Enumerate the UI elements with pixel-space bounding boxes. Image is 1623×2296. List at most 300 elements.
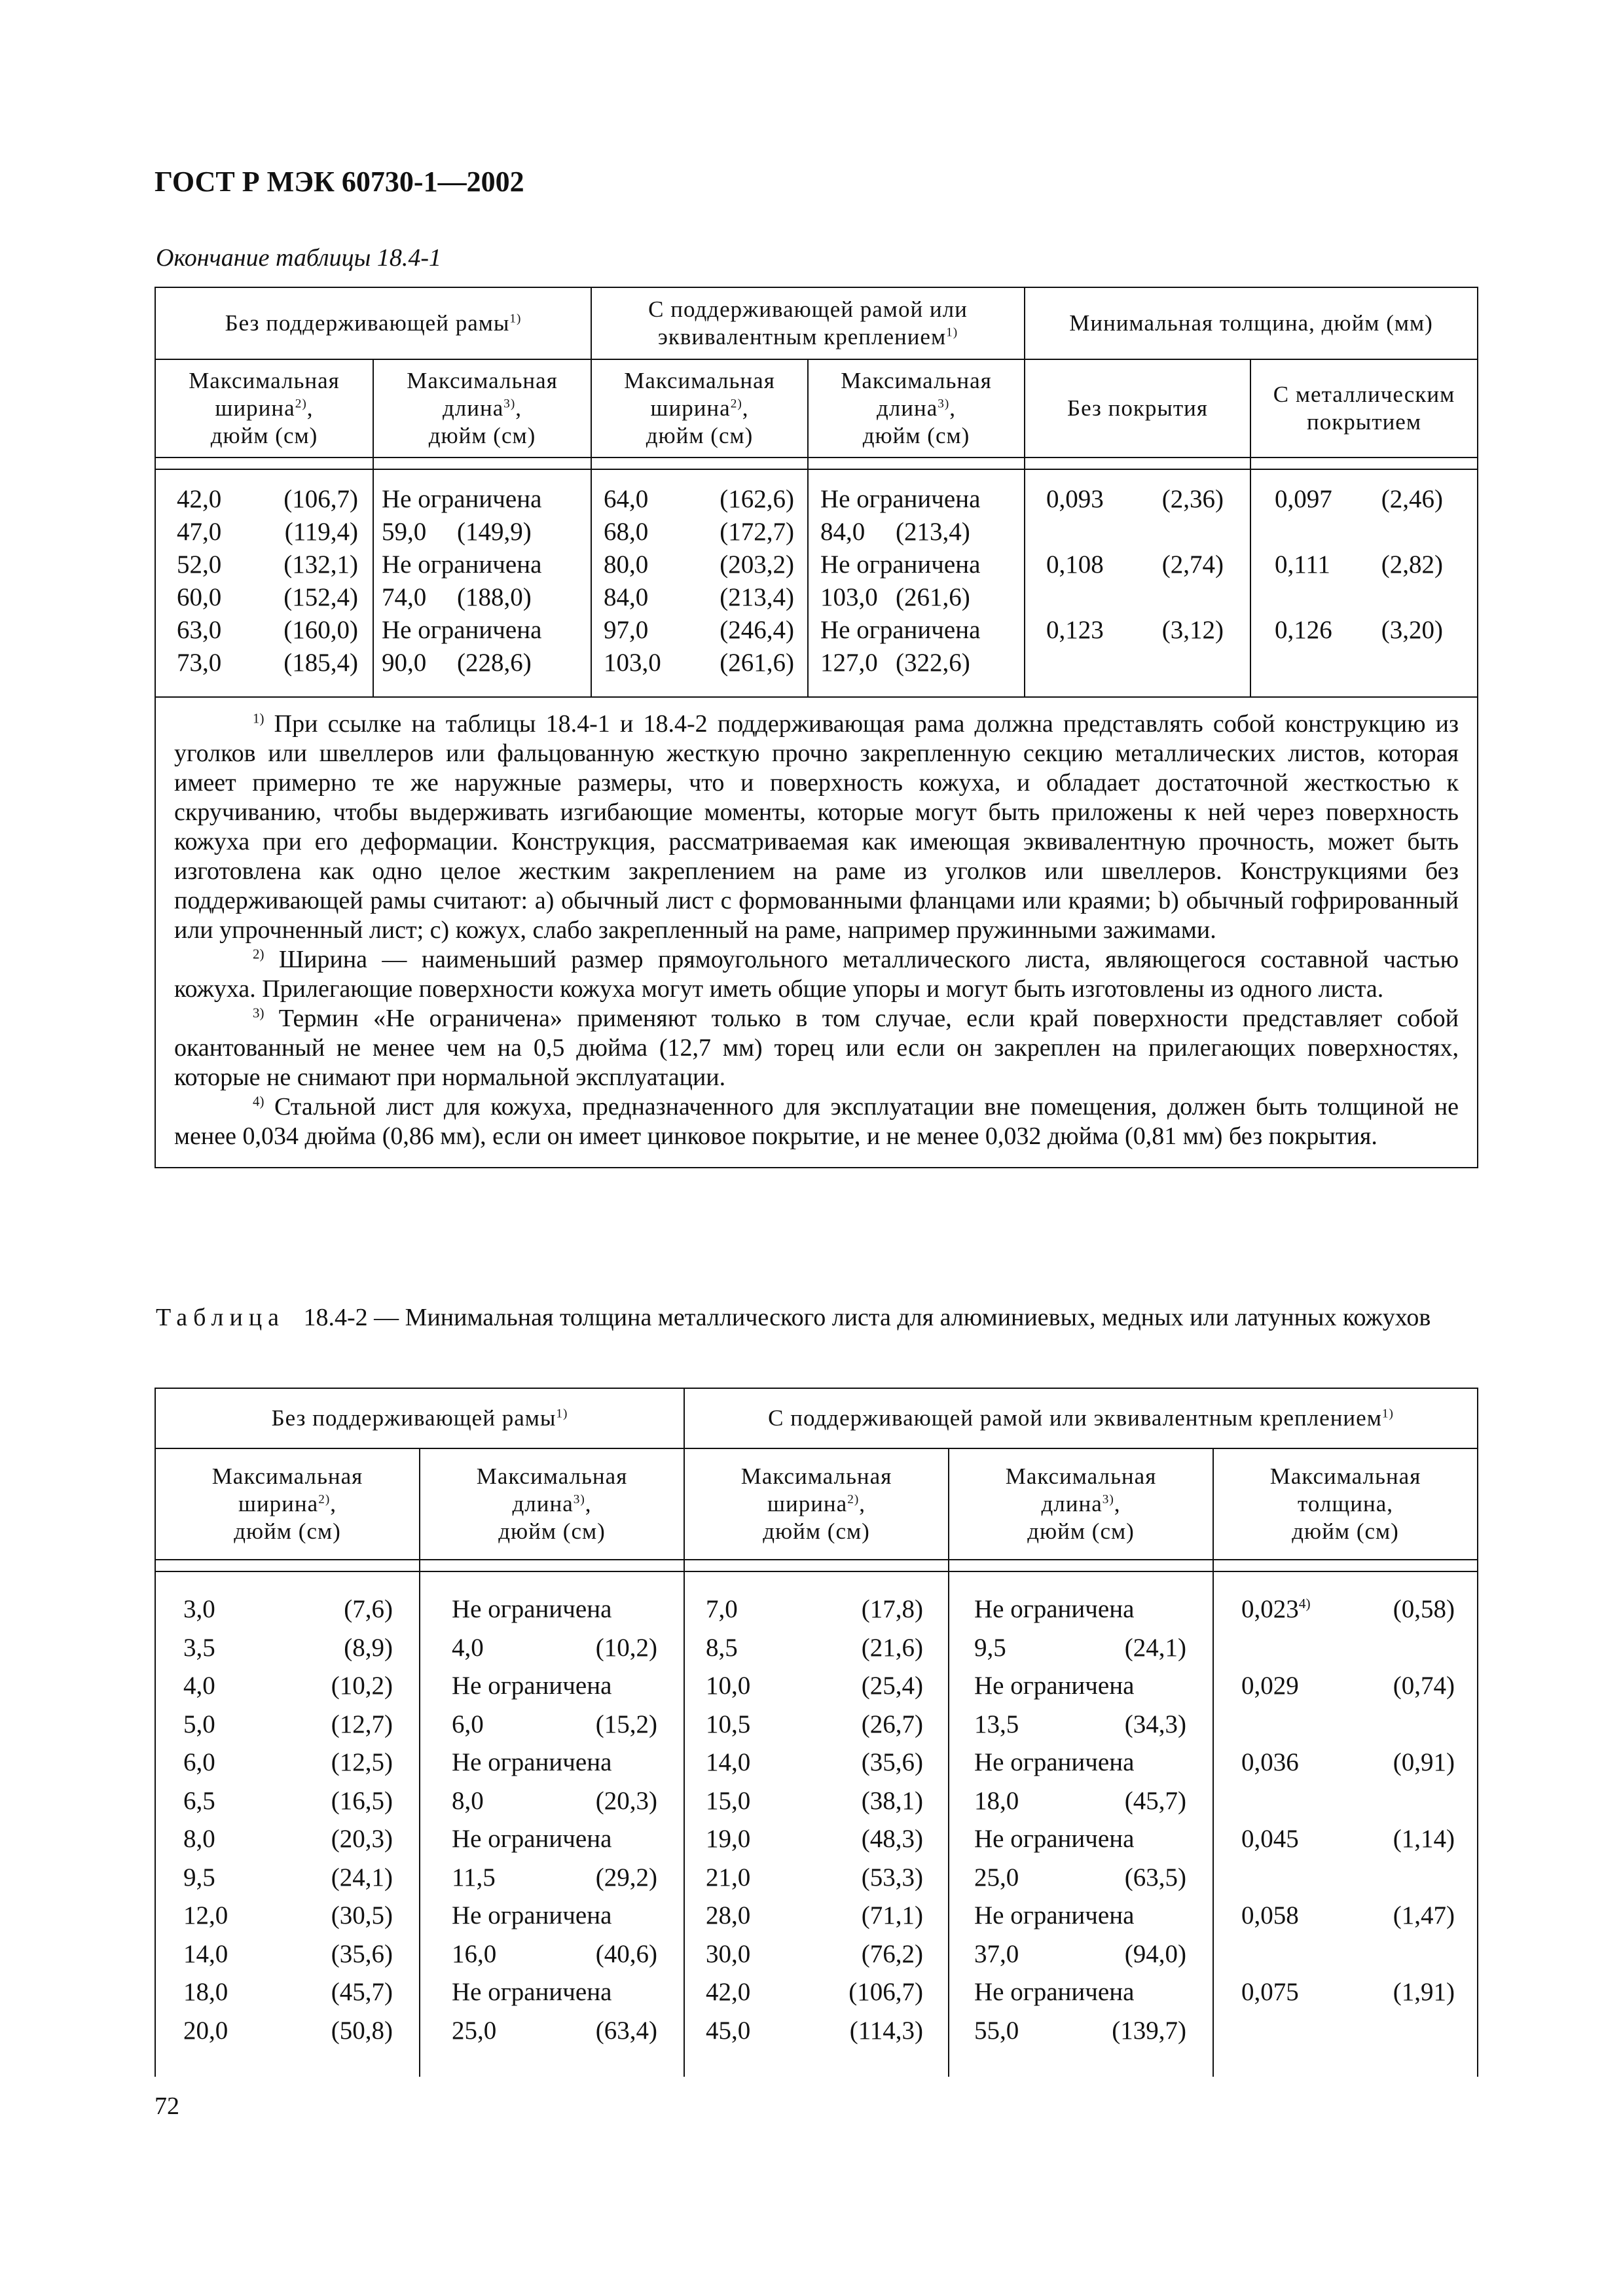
table2-caption-label: Таблица [156, 1304, 285, 1331]
t1-sub-header-uncoated: Без покрытия [1025, 359, 1250, 457]
table-cell-row [1241, 1590, 1455, 1629]
table-cell-row [604, 614, 794, 647]
table-cell-row [604, 516, 794, 548]
t2-sh5-l1: Максимальная [1269, 1463, 1421, 1489]
table-cell-row [183, 1973, 393, 2012]
t1-sh3-sup: 2) [730, 397, 742, 411]
t2-sub-header-max-thickness [1213, 1448, 1478, 1560]
table-cell-row [382, 483, 579, 516]
cell-value-metric: (106,7) [283, 485, 358, 513]
cell-value: 127,0 [820, 649, 878, 677]
cell-value-metric: (63,5) [1124, 1863, 1187, 1892]
cell-value: 11,5 [452, 1863, 496, 1892]
cell-value-metric: (34,3) [1124, 1710, 1187, 1738]
cell-value-metric: (7,6) [344, 1595, 393, 1623]
cell-value: 97,0 [604, 616, 649, 644]
t2-sh4-comma: , [1114, 1491, 1121, 1516]
cell-value: 7,0 [706, 1595, 738, 1623]
table-cell-row [604, 647, 794, 679]
cell-value-metric: (3,12) [1161, 616, 1224, 644]
t2-col-max-width-2 [684, 1571, 949, 2077]
cell-value: 16,0 [452, 1939, 497, 1968]
t2-sh1-l2: ширина [238, 1491, 319, 1516]
table1-notes-row [155, 697, 1478, 1168]
cell-value-metric: (45,7) [1124, 1786, 1187, 1815]
table-cell-row [183, 1744, 393, 1782]
t1-sh4-l2: длина [876, 395, 938, 421]
table-cell-row [452, 1973, 657, 2012]
table-cell-row [452, 1706, 657, 1744]
cell-value: 0,023 [1241, 1595, 1299, 1623]
cell-value: Не ограничена [820, 616, 981, 644]
cell-value: Не ограничена [452, 1672, 612, 1700]
table-cell-row [1275, 647, 1443, 679]
table-cell-row [183, 1782, 393, 1821]
cell-value: 74,0 [382, 583, 427, 611]
cell-value: 55,0 [974, 2016, 1019, 2045]
t1-double-rule [373, 457, 591, 469]
cell-value: 0,075 [1241, 1978, 1299, 2006]
table-cell-row [1241, 1667, 1455, 1706]
cell-value: 0,123 [1046, 616, 1104, 644]
cell-value-metric: (0,58) [1393, 1595, 1455, 1623]
cell-value: 103,0 [820, 583, 878, 611]
cell-value: Не ограничена [974, 1672, 1135, 1700]
cell-value-metric: (114,3) [849, 2016, 924, 2045]
table-cell-row [706, 1973, 923, 2012]
table-cell-row [974, 1629, 1186, 1668]
cell-value-metric: (0,74) [1393, 1672, 1455, 1700]
table-cell-row [706, 1744, 923, 1782]
cell-value: 0,108 [1046, 550, 1104, 579]
cell-value: 12,0 [183, 1901, 228, 1929]
cell-value-metric: (2,82) [1381, 550, 1444, 579]
cell-value-metric: (1,91) [1393, 1978, 1455, 2006]
table-cell-row [183, 1629, 393, 1668]
table-cell-row [452, 1590, 657, 1629]
t2-sub-header-max-width-1 [155, 1448, 420, 1560]
t1-note-3-text: Термин «Не ограничена» применяют только в том случае, если край поверхности представляет собой окантованный не менее чем на 0,5 дюйма (12,7 мм) торец или если он закреплен на прилегающих поверхностях, которые не снимают при нормальной эксплуатации. [174, 1005, 1459, 1091]
table-cell-row [974, 1744, 1186, 1782]
cell-value: 42,0 [706, 1978, 751, 2006]
cell-value: 0,097 [1275, 485, 1332, 513]
table1 [155, 287, 1478, 1168]
table-cell-row [1241, 1782, 1455, 1821]
t1-sub-header-max-width-1 [155, 359, 373, 457]
table-cell-row [183, 1590, 393, 1629]
t1-sh1-sup: 2) [295, 397, 307, 411]
t2-double-rule [949, 1560, 1213, 1571]
cell-value: 37,0 [974, 1939, 1019, 1968]
cell-value: 8,0 [183, 1825, 215, 1853]
table-cell-row [1275, 548, 1443, 581]
table1-caption: Окончание таблицы 18.4-1 [156, 244, 441, 272]
table-cell-row [820, 581, 1012, 614]
table1-sub-header-row [155, 359, 1478, 457]
cell-value: 90,0 [382, 649, 427, 677]
t1-sh2-l3: дюйм (см) [428, 423, 536, 448]
table2-sub-header-row [155, 1448, 1478, 1560]
table-cell-row [1241, 1820, 1455, 1859]
cell-value-metric: (246,4) [720, 616, 795, 644]
t1-sh2-comma: , [515, 395, 522, 421]
table1-body-row [155, 469, 1478, 697]
table2 [155, 1388, 1478, 2077]
t2-sub-header-max-length-1 [420, 1448, 684, 1560]
table-cell-row [820, 647, 1012, 679]
cell-value-metric: (106,7) [848, 1978, 924, 2006]
t2-col-max-length-1 [420, 1571, 684, 2077]
t2-double-rule [155, 1560, 420, 1571]
table-cell-row [1046, 483, 1224, 516]
table-cell-row [1046, 614, 1224, 647]
t1-sub-header-max-length-2 [808, 359, 1025, 457]
cell-value: 0,045 [1241, 1825, 1299, 1853]
cell-value: 42,0 [177, 485, 222, 513]
cell-value-metric: (228,6) [457, 649, 532, 677]
cell-value: 19,0 [706, 1825, 751, 1853]
cell-value: 0,036 [1241, 1748, 1299, 1776]
cell-value-metric: (132,1) [283, 550, 358, 579]
t1-sub-header-max-length-1 [373, 359, 591, 457]
t1-header-with-frame [591, 287, 1025, 359]
table-cell-row [974, 1590, 1186, 1629]
t1-sh4-l1: Максимальная [841, 368, 992, 393]
t1-sh4-sup: 3) [938, 397, 950, 411]
t1-notes [155, 697, 1478, 1168]
t2-sh3-l1: Максимальная [740, 1463, 892, 1489]
cell-value: 13,5 [974, 1710, 1019, 1738]
t2-header-with-frame [684, 1388, 1478, 1448]
cell-value: 18,0 [183, 1978, 228, 2006]
table2-caption [156, 1302, 1491, 1333]
table-cell-row [820, 548, 1012, 581]
cell-value: 9,5 [974, 1633, 1006, 1662]
t2-sh3-l3: дюйм (см) [763, 1518, 870, 1544]
t2-sh2-l3: дюйм (см) [498, 1518, 606, 1544]
cell-value: 5,0 [183, 1710, 215, 1738]
t2-header-no-frame-sup: 1) [556, 1407, 568, 1421]
cell-value: 47,0 [177, 518, 222, 546]
t1-sub-header-metal-coated [1250, 359, 1478, 457]
cell-value: 3,0 [183, 1595, 215, 1623]
page-number: 72 [155, 2092, 179, 2120]
t1-note-4-text: Стальной лист для кожуха, предназначенного для эксплуатации вне помещения, должен быть толщиной не менее 0,034 дюйма (0,86 мм), если он имеет цинковое покрытие, и не менее 0,032 дюйма (0,81 мм) без покрытия. [174, 1093, 1459, 1150]
cell-value: 0,058 [1241, 1901, 1299, 1929]
table-cell-row [452, 1629, 657, 1668]
table-cell-row [1241, 1706, 1455, 1744]
cell-value: Не ограничена [382, 616, 542, 644]
cell-value-metric: (45,7) [331, 1978, 393, 2006]
cell-footnote-sup: 4) [1298, 1596, 1311, 1611]
table-cell-row [1046, 647, 1224, 679]
cell-value: Не ограничена [974, 1901, 1135, 1929]
cell-value: 14,0 [706, 1748, 751, 1776]
table-cell-row [452, 1782, 657, 1821]
table-cell-row [974, 1706, 1186, 1744]
cell-value: 0,029 [1241, 1672, 1299, 1700]
t1-sh4-comma: , [949, 395, 957, 421]
t2-sh3-l2: ширина [767, 1491, 848, 1516]
cell-value: Не ограничена [820, 485, 981, 513]
table-cell-row [1241, 1973, 1455, 2012]
table-cell-row [177, 581, 358, 614]
cell-value-metric: (48,3) [861, 1825, 924, 1853]
cell-value-metric: (203,2) [720, 550, 795, 579]
table1-double-rule-row [155, 457, 1478, 469]
table-cell-row [974, 1897, 1186, 1935]
cell-value: 18,0 [974, 1786, 1019, 1815]
t1-header-min-thickness: Минимальная толщина, дюйм (мм) [1025, 287, 1478, 359]
t1-sh1-l1: Максимальная [189, 368, 340, 393]
cell-value-metric: (261,6) [720, 649, 795, 677]
cell-value: 0,126 [1275, 616, 1332, 644]
cell-value: 84,0 [604, 583, 649, 611]
table-cell-row [974, 1935, 1186, 1974]
t1-note-3-mark: 3) [253, 1005, 264, 1021]
t2-sh1-comma: , [330, 1491, 337, 1516]
table-cell-row [820, 614, 1012, 647]
table-cell-row [452, 1820, 657, 1859]
table-cell-row [1275, 483, 1443, 516]
cell-value: Не ограничена [382, 550, 542, 579]
table-cell-row [382, 581, 579, 614]
cell-value-metric: (12,7) [331, 1710, 393, 1738]
t1-header-no-frame-sup: 1) [509, 312, 522, 326]
table-cell-row [183, 1820, 393, 1859]
cell-value-metric: (29,2) [595, 1863, 658, 1892]
t2-sh5-l2: толщина, [1298, 1491, 1394, 1516]
cell-value-metric: (322,6) [896, 649, 970, 677]
table-cell-row [1241, 1629, 1455, 1668]
t1-sh2-l2: длина [442, 395, 504, 421]
t2-sub-header-max-length-2 [949, 1448, 1213, 1560]
cell-value-metric: (53,3) [861, 1863, 924, 1892]
table2-caption-text: 18.4-2 — Минимальная толщина металлического листа для алюминиевых, медных или латунных кожухов [303, 1304, 1431, 1331]
cell-value-metric: (8,9) [344, 1633, 393, 1662]
table-cell-row [183, 1706, 393, 1744]
cell-value-metric: (20,3) [331, 1825, 393, 1853]
table-cell-row [706, 1590, 923, 1629]
t1-header-no-frame-text: Без поддерживающей рамы [225, 310, 510, 336]
cell-value: Не ограничена [452, 1825, 612, 1853]
cell-value-metric: (213,4) [720, 583, 795, 611]
t1-note-2-text: Ширина — наименьший размер прямоугольного металлического листа, являющегося составной частью кожуха. Прилегающие поверхности кожуха могут иметь общие упоры и могут быть изготовлены из одного листа. [174, 946, 1459, 1003]
cell-value-metric: (71,1) [861, 1901, 924, 1929]
table2-double-rule-row [155, 1560, 1478, 1571]
document-header: ГОСТ Р МЭК 60730-1—2002 [155, 166, 524, 198]
t2-header-with-frame-sup: 1) [1381, 1407, 1394, 1421]
table-cell-row [974, 1782, 1186, 1821]
cell-value-metric: (17,8) [861, 1595, 924, 1623]
t2-sh4-l3: дюйм (см) [1027, 1518, 1135, 1544]
t1-sh3-l2: ширина [650, 395, 731, 421]
table-cell-row [604, 483, 794, 516]
cell-value: 84,0 [820, 518, 866, 546]
cell-value-metric: (162,6) [720, 485, 795, 513]
table-cell-row [1046, 548, 1224, 581]
cell-value-metric: (152,4) [283, 583, 358, 611]
cell-value: Не ограничена [974, 1825, 1135, 1853]
cell-value: 63,0 [177, 616, 222, 644]
t2-header-with-frame-text: С поддерживающей рамой или эквивалентным креплением [768, 1405, 1382, 1431]
table-cell-row [177, 548, 358, 581]
t2-sh1-sup: 2) [318, 1492, 331, 1507]
table-cell-row [452, 2012, 657, 2051]
cell-value-metric: (149,9) [457, 518, 532, 546]
table-cell-row [452, 1859, 657, 1897]
cell-value-metric: (94,0) [1124, 1939, 1187, 1968]
table-cell-row [706, 1706, 923, 1744]
table-cell-row [183, 1935, 393, 1974]
cell-value-metric: (185,4) [283, 649, 358, 677]
cell-value: 8,0 [452, 1786, 484, 1815]
table-cell-row [706, 1897, 923, 1935]
table-cell-row [706, 1629, 923, 1668]
t1-note-1-text: При ссылке на таблицы 18.4-1 и 18.4-2 поддерживающая рама должна представлять собой конструкцию из уголков или швеллеров или фальцованную жесткую прочно закрепленную секцию металлических листов, которая имеет примерно те же наружные размеры, что и поверхность кожуха, и обладает достаточной жесткостью к скручиванию, чтобы выдерживать изгибающие моменты, которые могут быть приложены к ней через поверхность кожуха при его деформации. Конструкция, рассматриваемая как имеющая эквивалентную прочность, может быть изготовлена как одно целое жестким закреплением на раме из уголков или швеллеров. Конструкциями без поддерживающей рамы считают: a) обычный лист с формованными фланцами или краями; b) обычный гофрированный или упрочненный лист; c) кожух, слабо закрепленный на раме, например пружинными зажимами. [174, 710, 1459, 944]
t1-note-1 [174, 709, 1459, 945]
t2-sh5-l3: дюйм (см) [1292, 1518, 1399, 1544]
cell-value-metric: (24,1) [1124, 1633, 1187, 1662]
cell-value-metric: (1,14) [1393, 1825, 1455, 1853]
t1-note-4 [174, 1092, 1459, 1151]
cell-value-metric: (16,5) [331, 1786, 393, 1815]
t2-sh4-l2: длина [1041, 1491, 1103, 1516]
t1-header-with-frame-sup: 1) [946, 325, 958, 340]
table-cell-row [382, 516, 579, 548]
t1-sh2-sup: 3) [503, 397, 516, 411]
cell-value: 14,0 [183, 1939, 228, 1968]
t1-note-3 [174, 1004, 1459, 1092]
t2-sh4-l1: Максимальная [1005, 1463, 1157, 1489]
table-cell-row [1275, 581, 1443, 614]
t1-header-no-frame [155, 287, 591, 359]
table-cell-row [1275, 614, 1443, 647]
t1-col-metal-coated [1250, 469, 1478, 697]
t2-double-rule [1213, 1560, 1478, 1571]
table-cell-row [183, 1667, 393, 1706]
cell-value-metric: (2,36) [1161, 485, 1224, 513]
cell-value-metric: (30,5) [331, 1901, 393, 1929]
table-cell-row [1046, 581, 1224, 614]
t2-double-rule [684, 1560, 949, 1571]
cell-value: 73,0 [177, 649, 222, 677]
t1-col-max-width-2 [591, 469, 808, 697]
t1-sh4-l3: дюйм (см) [862, 423, 970, 448]
table-cell-row [452, 1667, 657, 1706]
t2-sh2-sup: 3) [573, 1492, 585, 1507]
cell-value: 0,111 [1275, 550, 1330, 579]
t2-sh4-sup: 3) [1102, 1492, 1114, 1507]
cell-value: Не ограничена [974, 1748, 1135, 1776]
cell-value: 20,0 [183, 2016, 228, 2045]
t1-header-with-frame-line2: эквивалентным креплением [657, 324, 947, 350]
cell-value: 21,0 [706, 1863, 751, 1892]
cell-value: 9,5 [183, 1863, 215, 1892]
cell-value: 10,0 [706, 1672, 751, 1700]
t1-sh3-l3: дюйм (см) [646, 423, 754, 448]
cell-value-metric: (38,1) [861, 1786, 924, 1815]
cell-value: 25,0 [974, 1863, 1019, 1892]
t2-col-max-length-2 [949, 1571, 1213, 2077]
table-cell-row [452, 1897, 657, 1935]
t2-sh1-l1: Максимальная [211, 1463, 363, 1489]
cell-value: 80,0 [604, 550, 649, 579]
cell-value-metric: (26,7) [861, 1710, 924, 1738]
cell-value-metric: (20,3) [595, 1786, 658, 1815]
table-cell-row [1046, 516, 1224, 548]
cell-value: 8,5 [706, 1633, 738, 1662]
cell-value-metric: (0,91) [1393, 1748, 1455, 1776]
t2-col-max-thickness [1213, 1571, 1478, 2077]
t2-double-rule [420, 1560, 684, 1571]
cell-value: 10,5 [706, 1710, 751, 1738]
cell-value: 52,0 [177, 550, 222, 579]
table1-group-header-row [155, 287, 1478, 359]
cell-value: 28,0 [706, 1901, 751, 1929]
table-cell-row [1275, 516, 1443, 548]
cell-value: Не ограничена [820, 550, 981, 579]
cell-value: 45,0 [706, 2016, 751, 2045]
t2-header-no-frame [155, 1388, 684, 1448]
cell-value-metric: (3,20) [1381, 616, 1444, 644]
table-cell-row [177, 614, 358, 647]
table-cell-row [183, 2012, 393, 2051]
t2-sh3-sup: 2) [847, 1492, 860, 1507]
cell-value: Не ограничена [974, 1978, 1135, 2006]
t2-col-max-width-1 [155, 1571, 420, 2077]
table-cell-row [382, 548, 579, 581]
cell-value: 4,0 [183, 1672, 215, 1700]
t1-note-2-mark: 2) [253, 946, 264, 962]
cell-value-metric: (119,4) [284, 518, 358, 546]
t1-sh6-l2: покрытием [1307, 409, 1421, 435]
t1-sh1-l3: дюйм (см) [210, 423, 318, 448]
cell-value: Не ограничена [974, 1595, 1135, 1623]
cell-value: Не ограничена [452, 1901, 612, 1929]
t1-sh2-l1: Максимальная [407, 368, 558, 393]
cell-value-metric: (76,2) [861, 1939, 924, 1968]
table-cell-row [177, 647, 358, 679]
table-cell-row [452, 1744, 657, 1782]
table2-body-row [155, 1571, 1478, 2077]
cell-value-metric: (35,6) [861, 1748, 924, 1776]
cell-value-metric: (1,47) [1393, 1901, 1455, 1929]
cell-value-metric: (63,4) [595, 2016, 658, 2045]
t1-double-rule [1025, 457, 1250, 469]
table-cell-row [177, 516, 358, 548]
t2-sh2-l2: длина [512, 1491, 574, 1516]
t1-sh6-l1: С металлическим [1273, 382, 1455, 407]
table-cell-row [382, 647, 579, 679]
cell-value-metric: (139,7) [1112, 2016, 1187, 2045]
table-cell-row [820, 516, 1012, 548]
table-cell-row [452, 1935, 657, 1974]
cell-value-metric: (188,0) [457, 583, 532, 611]
t1-double-rule [808, 457, 1025, 469]
table-cell-row [820, 483, 1012, 516]
table-cell-row [974, 1820, 1186, 1859]
table-cell-row [183, 1859, 393, 1897]
cell-value: 0,093 [1046, 485, 1104, 513]
cell-value: 30,0 [706, 1939, 751, 1968]
cell-value-metric: (25,4) [861, 1672, 924, 1700]
t1-col-max-length-1 [373, 469, 591, 697]
cell-value-metric: (261,6) [896, 583, 970, 611]
table-cell-row [706, 1820, 923, 1859]
cell-value: 60,0 [177, 583, 222, 611]
cell-value-metric: (40,6) [595, 1939, 658, 1968]
